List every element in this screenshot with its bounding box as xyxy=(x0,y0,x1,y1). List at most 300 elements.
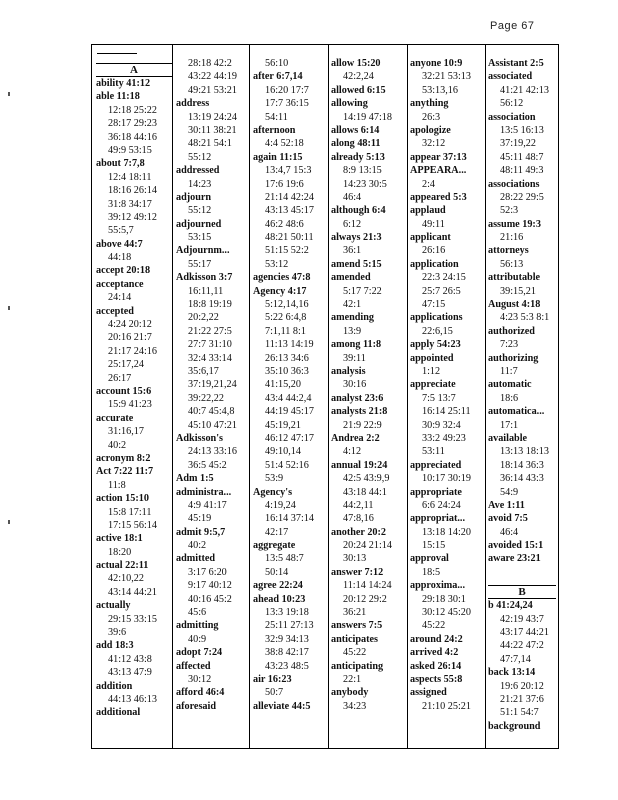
index-term: amended xyxy=(331,272,371,284)
index-term: Agency's xyxy=(253,486,293,498)
index-term: allows 6:14 xyxy=(331,124,380,136)
index-references: 45:22 xyxy=(422,620,446,632)
index-term: attorneys xyxy=(488,245,529,257)
index-column-6 xyxy=(488,57,556,746)
index-references: 10:17 30:19 xyxy=(422,473,471,485)
index-term: appear 37:13 xyxy=(410,151,467,163)
index-term: accept 20:18 xyxy=(96,265,151,277)
index-references: 53:13,16 xyxy=(422,84,458,96)
index-term: Ave 1:11 xyxy=(488,499,525,511)
index-term: accurate xyxy=(96,412,134,424)
index-references: 46:12 47:17 xyxy=(265,432,314,444)
index-references: 37:19,21,24 xyxy=(188,379,237,391)
index-references: 39:12 49:12 xyxy=(108,211,157,223)
index-references: 14:23 30:5 xyxy=(343,178,387,190)
index-term: after 6:7,14 xyxy=(253,71,303,83)
index-references: 4:24 20:12 xyxy=(108,319,152,331)
index-references: 13:9 xyxy=(343,325,362,337)
index-references: 41:15,20 xyxy=(265,379,301,391)
index-references: 32:9 34:13 xyxy=(265,633,309,645)
index-references: 42:17 xyxy=(265,526,289,538)
index-references: 43:17 44:21 xyxy=(500,627,549,639)
index-references: 45:11 48:7 xyxy=(500,151,544,163)
index-references: 2:4 xyxy=(422,178,436,190)
index-references: 39:11 xyxy=(343,352,366,364)
index-references: 18:5 xyxy=(422,566,441,578)
index-references: 42:10,22 xyxy=(108,573,144,585)
index-references: 40:2 xyxy=(188,540,207,552)
index-references: 44:19 45:17 xyxy=(265,406,314,418)
index-term: attributable xyxy=(488,272,541,284)
index-term: among 11:8 xyxy=(331,339,382,351)
index-references: 56:12 xyxy=(500,98,524,110)
index-references: 54:11 xyxy=(265,111,288,123)
index-column-4 xyxy=(331,57,407,746)
index-references: 20:12 29:2 xyxy=(343,593,387,605)
index-term: although 6:4 xyxy=(331,205,386,217)
index-references: 55:5,7 xyxy=(108,225,134,237)
index-term: account 15:6 xyxy=(96,385,152,397)
index-term: adjourned xyxy=(176,218,222,230)
index-term: answer 7:12 xyxy=(331,566,384,578)
index-references: 38:8 42:17 xyxy=(265,647,309,659)
index-term: appreciate xyxy=(410,379,456,391)
index-term: authorizing xyxy=(488,352,539,364)
index-references: 50:14 xyxy=(265,566,289,578)
index-term: another 20:2 xyxy=(331,526,386,538)
column-divider xyxy=(485,45,486,748)
scan-artifact xyxy=(8,306,10,310)
scan-artifact xyxy=(8,92,10,96)
index-term: back 13:14 xyxy=(488,667,536,679)
index-term: already 5:13 xyxy=(331,151,385,163)
index-references: 25:7 26:5 xyxy=(422,285,461,297)
index-term: ability 41:12 xyxy=(96,78,151,89)
index-references: 41:21 42:13 xyxy=(500,84,549,96)
index-references: 4:19,24 xyxy=(265,499,296,511)
index-references: 16:14 25:11 xyxy=(422,406,471,418)
header-a-rule xyxy=(97,53,137,54)
index-references: 18:8 19:19 xyxy=(188,299,232,311)
index-term: additional xyxy=(96,707,141,719)
index-term: association xyxy=(488,111,536,123)
index-term: always 21:3 xyxy=(331,232,382,244)
index-references: 15:9 41:23 xyxy=(108,399,152,411)
index-references: 30:12 xyxy=(188,673,212,685)
index-references: 5:22 6:4,8 xyxy=(265,312,307,324)
index-term: August 4:18 xyxy=(488,299,541,311)
index-references: 47:8,16 xyxy=(343,513,374,525)
index-references: 42:5 43:9,9 xyxy=(343,473,390,485)
section-letter-header: B xyxy=(488,585,556,599)
index-references: 30:13 xyxy=(343,553,367,565)
index-column-3 xyxy=(253,57,327,746)
index-references: 13:5 48:7 xyxy=(265,553,304,565)
index-term: assigned xyxy=(410,687,447,699)
index-term: acceptance xyxy=(96,278,144,290)
index-references: 36:5 45:2 xyxy=(188,459,227,471)
index-references: 44:13 46:13 xyxy=(108,693,157,705)
index-references: 44:22 47:2 xyxy=(500,640,544,652)
index-references: 43:18 44:1 xyxy=(343,486,387,498)
index-term: automatica... xyxy=(488,406,545,418)
index-references: 31:8 34:17 xyxy=(108,198,152,210)
index-term: administra... xyxy=(176,486,232,498)
index-references: 39:6 xyxy=(108,627,127,639)
index-term: Act 7:22 11:7 xyxy=(96,466,154,478)
index-references: 30:16 xyxy=(343,379,367,391)
index-term: adopt 7:24 xyxy=(176,647,223,659)
index-references: 31:16,17 xyxy=(108,426,144,438)
index-term: adjourn xyxy=(176,191,212,203)
scan-artifact xyxy=(8,520,10,524)
index-term: Andrea 2:2 xyxy=(331,432,380,444)
index-references: 44:18 xyxy=(108,252,132,264)
index-term: addition xyxy=(96,680,133,692)
index-references: 25:11 27:13 xyxy=(265,620,314,632)
index-term: authorized xyxy=(488,325,535,337)
index-term: addressed xyxy=(176,165,220,177)
column-divider xyxy=(249,45,250,748)
index-term: applaud xyxy=(410,205,446,217)
index-term: allowed 6:15 xyxy=(331,84,386,96)
index-references: 4:23 5:3 8:1 xyxy=(500,312,550,324)
index-references: 39:15,21 xyxy=(500,285,536,297)
index-term: appropriat... xyxy=(410,513,466,525)
index-references: 39:22,22 xyxy=(188,392,224,404)
index-references: 49:10,14 xyxy=(265,446,301,458)
index-term: applicant xyxy=(410,232,451,244)
index-term: allowing xyxy=(331,98,368,110)
index-references: 43:13 45:17 xyxy=(265,205,314,217)
index-references: 12:18 25:22 xyxy=(108,104,157,116)
index-references: 30:11 38:21 xyxy=(188,124,237,136)
index-references: 22:1 xyxy=(343,673,362,685)
index-references: 18:14 36:3 xyxy=(500,459,544,471)
index-references: 43:22 44:19 xyxy=(188,71,237,83)
index-term: avoided 15:1 xyxy=(488,540,544,552)
index-references: 18:6 xyxy=(500,392,519,404)
index-references: 53:12 xyxy=(265,258,289,270)
index-term: aggregate xyxy=(253,540,296,552)
index-term: anticipating xyxy=(331,660,384,672)
index-references: 42:2,24 xyxy=(343,71,374,83)
index-term: analyst 23:6 xyxy=(331,392,384,404)
index-term: acronym 8:2 xyxy=(96,452,151,464)
index-references: 13:19 24:24 xyxy=(188,111,237,123)
index-term: accepted xyxy=(96,305,134,317)
index-term: Assistant 2:5 xyxy=(488,58,544,69)
index-term: add 18:3 xyxy=(96,640,134,652)
index-references: 18:20 xyxy=(108,546,132,558)
index-term: asked 26:14 xyxy=(410,660,462,672)
index-references: 33:2 49:23 xyxy=(422,432,466,444)
index-references: 40:2 xyxy=(108,439,127,451)
index-column-1 xyxy=(96,57,172,746)
index-references: 56:13 xyxy=(500,258,524,270)
index-references: 40:9 xyxy=(188,633,207,645)
index-term: action 15:10 xyxy=(96,493,149,505)
index-references: 13:13 18:13 xyxy=(500,446,549,458)
index-references: 18:16 26:14 xyxy=(108,185,157,197)
column-divider xyxy=(172,45,173,748)
index-term: anyone 10:9 xyxy=(410,58,463,69)
index-references: 22:3 24:15 xyxy=(422,272,466,284)
index-references: 21:14 42:24 xyxy=(265,191,314,203)
index-term: able 11:18 xyxy=(96,91,140,103)
index-references: 21:10 25:21 xyxy=(422,700,471,712)
index-references: 13:4,7 15:3 xyxy=(265,165,312,177)
index-references: 4:12 xyxy=(343,446,362,458)
index-term: apply 54:23 xyxy=(410,339,461,351)
index-references: 30:12 45:20 xyxy=(422,607,471,619)
index-references: 6:6 24:24 xyxy=(422,499,461,511)
index-references: 46:2 48:6 xyxy=(265,218,304,230)
index-references: 15:15 xyxy=(422,540,446,552)
index-references: 34:23 xyxy=(343,700,367,712)
index-references: 36:14 43:3 xyxy=(500,473,544,485)
index-references: 14:23 xyxy=(188,178,212,190)
index-references: 56:10 xyxy=(265,58,289,69)
index-references: 54:9 xyxy=(500,486,519,498)
index-references: 20:2,22 xyxy=(188,312,219,324)
index-term: aforesaid xyxy=(176,700,216,712)
index-references: 51:1 54:7 xyxy=(500,707,539,719)
section-letter-header: A xyxy=(96,63,172,77)
index-term: b 41:24,24 xyxy=(488,600,533,612)
index-references: 55:12 xyxy=(188,205,212,217)
index-references: 17:6 19:6 xyxy=(265,178,304,190)
index-references: 48:21 50:11 xyxy=(265,232,314,244)
index-term: appropriate xyxy=(410,486,462,498)
index-term: anticipates xyxy=(331,633,378,645)
index-term: Adkisson 3:7 xyxy=(176,272,233,284)
index-term: actually xyxy=(96,600,131,612)
index-term: afford 46:4 xyxy=(176,687,225,699)
index-references: 3:17 6:20 xyxy=(188,566,227,578)
index-references: 9:17 40:12 xyxy=(188,580,232,592)
index-references: 55:17 xyxy=(188,258,212,270)
index-term: anything xyxy=(410,98,449,110)
page-number: Page 67 xyxy=(490,20,535,32)
index-references: 32:21 53:13 xyxy=(422,71,471,83)
index-term: admitted xyxy=(176,553,216,565)
index-term: address xyxy=(176,98,210,110)
index-term: appreciated xyxy=(410,459,462,471)
index-references: 24:13 33:16 xyxy=(188,446,237,458)
index-references: 37:19,22 xyxy=(500,138,536,150)
index-references: 52:3 xyxy=(500,205,519,217)
index-references: 43:14 44:21 xyxy=(108,586,157,598)
index-references: 11:13 14:19 xyxy=(265,339,314,351)
column-divider xyxy=(328,45,329,748)
index-term: about 7:7,8 xyxy=(96,158,145,170)
index-references: 45:19 xyxy=(188,513,212,525)
index-term: along 48:11 xyxy=(331,138,381,150)
index-references: 26:13 34:6 xyxy=(265,352,309,364)
index-references: 4:4 52:18 xyxy=(265,138,304,150)
index-term: approval xyxy=(410,553,449,565)
index-term: aware 23:21 xyxy=(488,553,541,565)
index-references: 21:21 37:6 xyxy=(500,693,544,705)
index-references: 20:24 21:14 xyxy=(343,540,392,552)
index-references: 44:2,11 xyxy=(343,499,374,511)
index-term: approxima... xyxy=(410,580,466,592)
index-references: 49:9 53:15 xyxy=(108,144,152,156)
index-term: apologize xyxy=(410,124,451,136)
index-references: 32:12 xyxy=(422,138,446,150)
index-references: 16:14 37:14 xyxy=(265,513,314,525)
index-references: 7:23 xyxy=(500,339,519,351)
index-references: 48:21 54:1 xyxy=(188,138,232,150)
index-term: active 18:1 xyxy=(96,533,143,545)
index-references: 21:16 xyxy=(500,232,524,244)
index-references: 13:5 16:13 xyxy=(500,124,544,136)
index-references: 12:4 18:11 xyxy=(108,171,152,183)
index-references: 11:8 xyxy=(108,479,126,491)
index-term: admitting xyxy=(176,620,219,632)
index-references: 13:3 19:18 xyxy=(265,607,309,619)
index-term: automatic xyxy=(488,379,532,391)
index-term: afternoon xyxy=(253,124,296,136)
index-references: 26:17 xyxy=(108,372,132,384)
index-references: 43:4 44:2,4 xyxy=(265,392,312,404)
index-references: 21:22 27:5 xyxy=(188,325,232,337)
index-term: agree 22:24 xyxy=(253,580,303,592)
index-references: 22:6,15 xyxy=(422,325,453,337)
index-references: 7:1,11 8:1 xyxy=(265,325,306,337)
index-references: 26:3 xyxy=(422,111,441,123)
index-references: 53:15 xyxy=(188,232,212,244)
index-term: avoid 7:5 xyxy=(488,513,528,525)
index-references: 53:11 xyxy=(422,446,445,458)
index-references: 21:17 24:16 xyxy=(108,345,157,357)
index-references: 4:9 41:17 xyxy=(188,499,227,511)
index-column-2 xyxy=(176,57,248,746)
index-references: 35:10 36:3 xyxy=(265,365,309,377)
index-references: 45:6 xyxy=(188,607,207,619)
index-references: 7:5 13:7 xyxy=(422,392,456,404)
index-references: 42:1 xyxy=(343,299,362,311)
index-references: 43:13 47:9 xyxy=(108,667,152,679)
index-references: 19:6 20:12 xyxy=(500,680,544,692)
index-term: arrived 4:2 xyxy=(410,647,459,659)
index-references: 28:22 29:5 xyxy=(500,191,544,203)
index-references: 45:22 xyxy=(343,647,367,659)
index-term: background xyxy=(488,720,541,732)
index-term: actual 22:11 xyxy=(96,560,149,572)
index-references: 50:7 xyxy=(265,687,284,699)
index-term: annual 19:24 xyxy=(331,459,388,471)
index-term: Agency 4:17 xyxy=(253,285,307,297)
index-references: 28:18 42:2 xyxy=(188,58,232,69)
index-references: 51:15 52:2 xyxy=(265,245,309,257)
index-references: 43:23 48:5 xyxy=(265,660,309,672)
index-references: 20:16 21:7 xyxy=(108,332,152,344)
index-references: 25:17,24 xyxy=(108,359,144,371)
index-references: 32:4 33:14 xyxy=(188,352,232,364)
index-references: 35:6,17 xyxy=(188,365,219,377)
index-term: analysis xyxy=(331,365,366,377)
index-references: 40:16 45:2 xyxy=(188,593,232,605)
index-term: appointed xyxy=(410,352,454,364)
index-references: 42:19 43:7 xyxy=(500,613,544,625)
index-references: 29:15 33:15 xyxy=(108,613,157,625)
index-term: Adm 1:5 xyxy=(176,473,214,485)
index-term: around 24:2 xyxy=(410,633,463,645)
index-references: 55:12 xyxy=(188,151,212,163)
index-term: above 44:7 xyxy=(96,238,143,250)
index-term: anybody xyxy=(331,687,369,699)
spacer xyxy=(488,566,556,579)
index-references: 16:11,11 xyxy=(188,285,224,297)
index-references: 5:12,14,16 xyxy=(265,299,309,311)
index-term: alleviate 44:5 xyxy=(253,700,311,712)
index-references: 26:16 xyxy=(422,245,446,257)
index-frame xyxy=(91,44,559,749)
index-references: 24:14 xyxy=(108,292,132,304)
index-references: 30:9 32:4 xyxy=(422,419,461,431)
index-references: 36:1 xyxy=(343,245,362,257)
index-references: 48:11 49:3 xyxy=(500,165,544,177)
index-term: admit 9:5,7 xyxy=(176,526,226,538)
index-references: 17:1 xyxy=(500,419,519,431)
index-references: 17:15 56:14 xyxy=(108,519,157,531)
index-term: answers 7:5 xyxy=(331,620,383,632)
index-references: 21:9 22:9 xyxy=(343,419,382,431)
index-term: aspects 55:8 xyxy=(410,673,463,685)
index-references: 6:12 xyxy=(343,218,362,230)
index-references: 16:20 17:7 xyxy=(265,84,309,96)
index-references: 46:4 xyxy=(500,526,519,538)
index-references: 46:4 xyxy=(343,191,362,203)
index-references: 14:19 47:18 xyxy=(343,111,392,123)
index-term: allow 15:20 xyxy=(331,58,381,69)
index-term: Adjournm... xyxy=(176,245,230,257)
index-references: 15:8 17:11 xyxy=(108,506,152,518)
index-references: 11:7 xyxy=(500,365,518,377)
index-references: 49:21 53:21 xyxy=(188,84,237,96)
index-term: again 11:15 xyxy=(253,151,303,163)
index-term: appeared 5:3 xyxy=(410,191,467,203)
index-references: 36:18 44:16 xyxy=(108,131,157,143)
index-references: 13:18 14:20 xyxy=(422,526,471,538)
index-references: 36:21 xyxy=(343,607,367,619)
index-term: ahead 10:23 xyxy=(253,593,306,605)
index-references: 29:18 30:1 xyxy=(422,593,466,605)
index-references: 41:12 43:8 xyxy=(108,653,152,665)
index-references: 17:7 36:15 xyxy=(265,98,309,110)
index-references: 1:12 xyxy=(422,365,441,377)
index-term: associated xyxy=(488,71,533,83)
index-references: 47:15 xyxy=(422,299,446,311)
index-term: affected xyxy=(176,660,211,672)
index-references: 27:7 31:10 xyxy=(188,339,232,351)
index-term: assume 19:3 xyxy=(488,218,541,230)
index-references: 45:19,21 xyxy=(265,419,301,431)
index-term: analysts 21:8 xyxy=(331,406,388,418)
column-divider xyxy=(407,45,408,748)
index-term: application xyxy=(410,258,459,270)
index-references: 8:9 13:15 xyxy=(343,165,382,177)
index-term: applications xyxy=(410,312,463,324)
index-references: 28:17 29:23 xyxy=(108,118,157,130)
index-references: 45:10 47:21 xyxy=(188,419,237,431)
index-term: Adkisson's xyxy=(176,432,224,444)
index-term: amend 5:15 xyxy=(331,258,382,270)
index-references: 5:17 7:22 xyxy=(343,285,382,297)
index-references: 49:11 xyxy=(422,218,445,230)
